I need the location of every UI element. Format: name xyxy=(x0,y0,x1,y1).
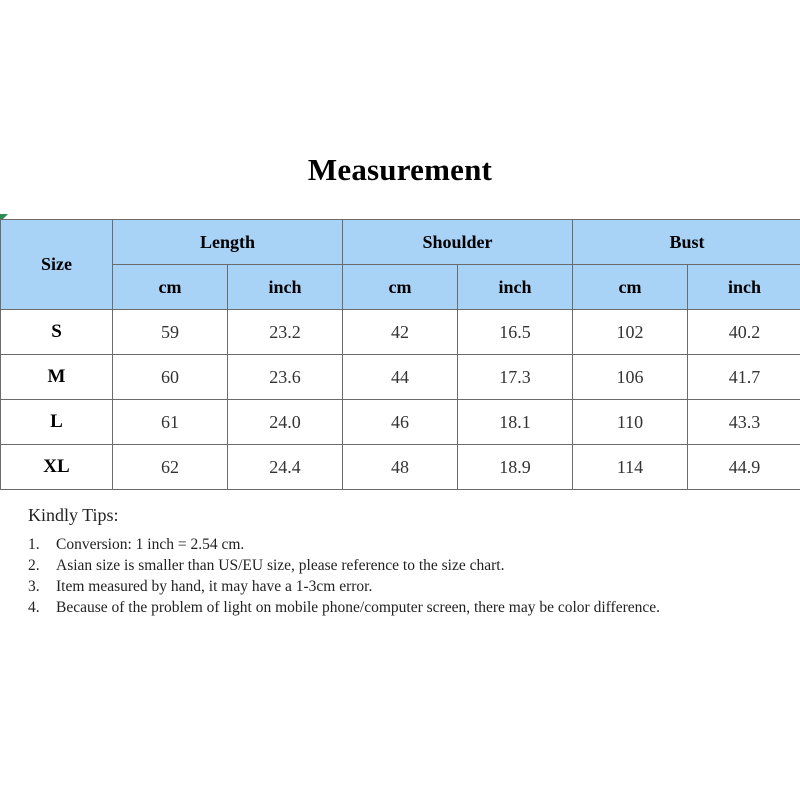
table-cell: 114 xyxy=(573,445,688,490)
unit-header: cm xyxy=(573,265,688,310)
list-text: Conversion: 1 inch = 2.54 cm. xyxy=(56,536,245,553)
table-cell: 102 xyxy=(573,310,688,355)
table-cell: 23.6 xyxy=(228,355,343,400)
table-cell: 106 xyxy=(573,355,688,400)
list-number: 4. xyxy=(28,599,40,616)
table-cell: 16.5 xyxy=(458,310,573,355)
table-cell: 60 xyxy=(113,355,228,400)
bust-group-header: Bust xyxy=(573,220,800,265)
table-cell: 24.0 xyxy=(228,400,343,445)
list-item xyxy=(28,576,728,597)
list-text: Because of the problem of light on mobile phone/computer screen, there may be color difference. xyxy=(56,599,660,616)
unit-header: cm xyxy=(343,265,458,310)
table-cell: 59 xyxy=(113,310,228,355)
table-cell: 41.7 xyxy=(688,355,800,400)
size-label: XL xyxy=(1,445,113,490)
size-chart-table xyxy=(0,219,800,490)
tips-heading: Kindly Tips: xyxy=(28,505,119,525)
table-cell: 43.3 xyxy=(688,400,800,445)
table-cell: 44 xyxy=(343,355,458,400)
table-cell: 62 xyxy=(113,445,228,490)
list-item xyxy=(28,534,728,555)
list-number: 3. xyxy=(28,578,40,595)
table-row xyxy=(1,400,800,445)
tips-list xyxy=(28,534,728,618)
list-item xyxy=(28,555,728,576)
unit-header: cm xyxy=(113,265,228,310)
table-cell: 18.1 xyxy=(458,400,573,445)
size-label: S xyxy=(1,310,113,355)
table-cell: 17.3 xyxy=(458,355,573,400)
table-unit-row xyxy=(1,265,800,310)
table-cell: 18.9 xyxy=(458,445,573,490)
shoulder-group-header: Shoulder xyxy=(343,220,573,265)
page-title: Measurement xyxy=(307,152,493,187)
list-number: 1. xyxy=(28,536,40,553)
table-cell: 46 xyxy=(343,400,458,445)
length-group-header: Length xyxy=(113,220,343,265)
table-row xyxy=(1,355,800,400)
table-cell: 24.4 xyxy=(228,445,343,490)
table-cell: 23.2 xyxy=(228,310,343,355)
size-label: L xyxy=(1,400,113,445)
unit-header: inch xyxy=(228,265,343,310)
table-cell: 48 xyxy=(343,445,458,490)
list-item xyxy=(28,597,728,618)
list-number: 2. xyxy=(28,557,40,574)
unit-header: inch xyxy=(688,265,800,310)
table-cell: 44.9 xyxy=(688,445,800,490)
unit-header: inch xyxy=(458,265,573,310)
size-column-header: Size xyxy=(1,220,113,310)
list-text: Item measured by hand, it may have a 1-3cm error. xyxy=(56,578,373,595)
list-text: Asian size is smaller than US/EU size, please reference to the size chart. xyxy=(56,557,505,574)
table-cell: 61 xyxy=(113,400,228,445)
table-cell: 110 xyxy=(573,400,688,445)
table-header-row xyxy=(1,220,800,265)
table-cell: 42 xyxy=(343,310,458,355)
table-row xyxy=(1,310,800,355)
size-label: M xyxy=(1,355,113,400)
table-row xyxy=(1,445,800,490)
table-cell: 40.2 xyxy=(688,310,800,355)
